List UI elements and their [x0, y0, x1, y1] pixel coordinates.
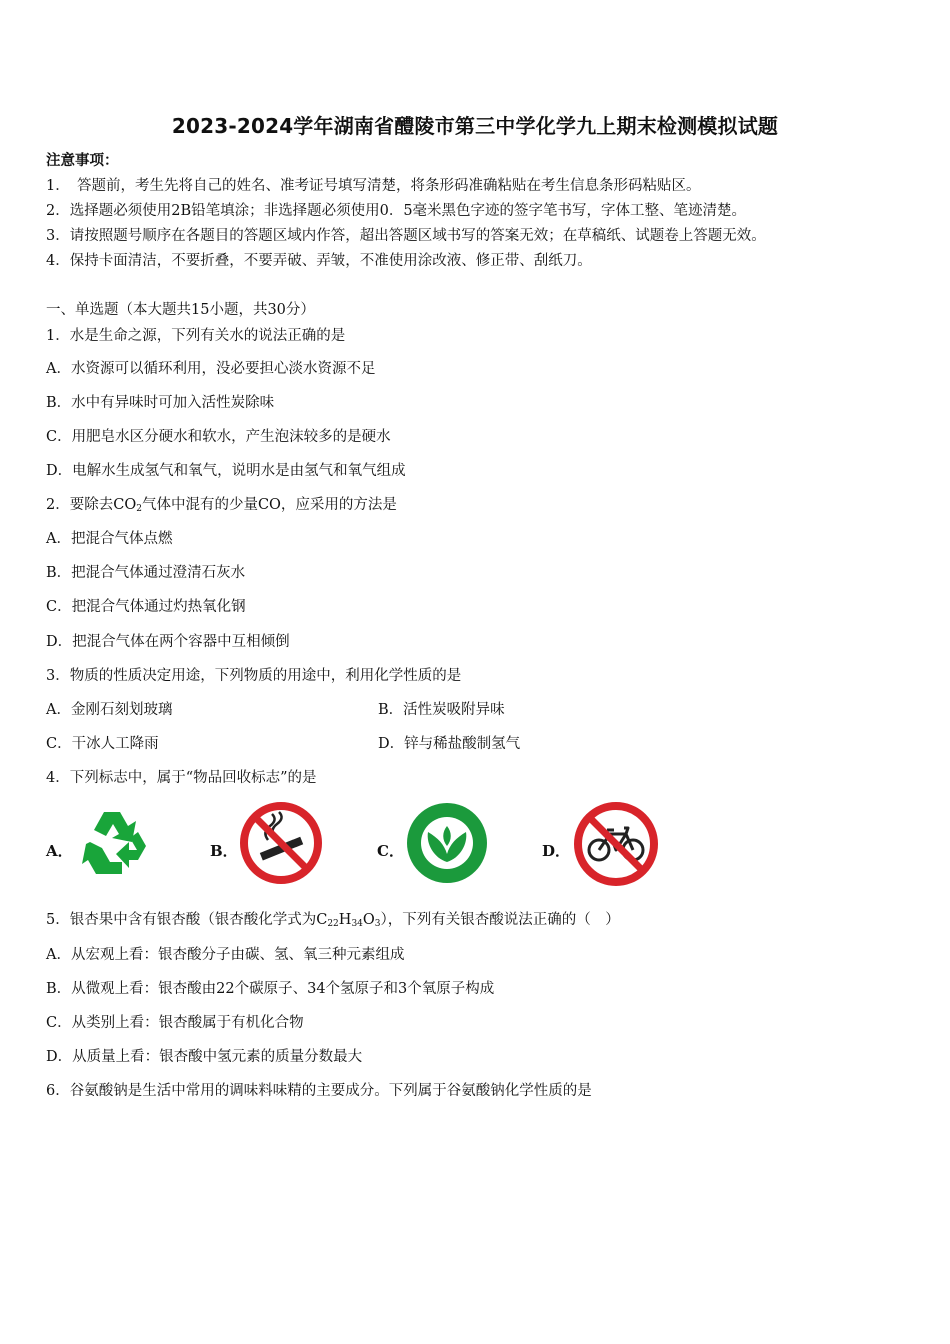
q4-stem: 4．下列标志中，属于“物品回收标志”的是 [46, 770, 317, 786]
q4-symbol-options [0, 800, 950, 900]
q1-option-c: C．用肥皂水区分硬水和软水，产生泡沫较多的是硬水 [46, 429, 391, 445]
q1-option-a: A．水资源可以循环利用，没必要担心淡水资源不足 [46, 361, 376, 377]
no-bicycle-icon [572, 800, 660, 888]
green-food-icon [404, 800, 490, 886]
q5-sub-carbon: 22 [327, 919, 339, 929]
q1-option-b: B．水中有异味时可加入活性炭除味 [46, 395, 275, 411]
q1-option-d: D．电解水生成氢气和氧气，说明水是由氢气和氧气组成 [46, 463, 406, 479]
q3-option-c: C．干冰人工降雨 [46, 736, 159, 752]
q5-option-d: D．从质量上看：银杏酸中氢元素的质量分数最大 [46, 1049, 363, 1065]
q5-option-b: B．从微观上看：银杏酸由22个碳原子、34个氢原子和3个氧原子构成 [46, 981, 495, 997]
q2-stem [46, 495, 397, 519]
q2-option-d: D．把混合气体在两个容器中互相倾倒 [46, 634, 290, 650]
q5-stem-part2: ），下列有关银杏酸说法正确的（ ） [380, 912, 620, 928]
q5-option-c: C．从类别上看：银杏酸属于有机化合物 [46, 1015, 304, 1031]
q3-option-b: B．活性炭吸附异味 [378, 702, 505, 718]
q3-option-d: D．锌与稀盐酸制氢气 [378, 736, 521, 752]
recycle-icon [76, 800, 160, 884]
q5-element-o: O [362, 912, 375, 928]
q3-option-a: A．金刚石刻划玻璃 [46, 702, 173, 718]
q2-stem-part1: 2．要除去CO [46, 497, 137, 513]
q5-sub-hydrogen: 34 [351, 919, 363, 929]
q2-option-a: A．把混合气体点燃 [46, 531, 173, 547]
notes-heading: 注意事项： [46, 152, 119, 169]
exam-title: 2023-2024学年湖南省醴陵市第三中学化学九上期末检测模拟试题 [171, 114, 779, 138]
q4-label-b: B． [210, 842, 238, 860]
section-heading: 一、单选题（本大题共15小题，共30分） [46, 302, 315, 318]
q4-label-d: D． [542, 842, 571, 860]
q2-stem-subscript: 2 [136, 504, 142, 514]
q3-stem: 3．物质的性质决定用途，下列物质的用途中，利用化学性质的是 [46, 668, 462, 684]
note-item-3: 3．请按照题号顺序在各题目的答题区域内作答，超出答题区域书写的答案无效；在草稿纸、试题卷上答题无效。 [46, 228, 766, 244]
q2-option-c: C．把混合气体通过灼热氧化钢 [46, 599, 246, 615]
q2-option-b: B．把混合气体通过澄清石灰水 [46, 565, 246, 581]
q6-stem: 6．谷氨酸钠是生活中常用的调味料味精的主要成分。下列属于谷氨酸钠化学性质的是 [46, 1083, 592, 1099]
note-item-1: 1． 答题前，考生先将自己的姓名、准考证号填写清楚，将条形码准确粘贴在考生信息条形码粘贴区。 [46, 178, 701, 194]
q2-stem-part2: 气体中混有的少量CO，应采用的方法是 [141, 497, 397, 513]
q5-option-a: A．从宏观上看：银杏酸分子由碳、氢、氧三种元素组成 [46, 947, 405, 963]
q5-sub-oxygen: 3 [374, 919, 381, 929]
q4-label-a: A． [46, 842, 73, 860]
q5-element-h: H [338, 912, 352, 928]
q4-label-c: C． [377, 842, 404, 860]
q1-stem: 1．水是生命之源，下列有关水的说法正确的是 [46, 328, 346, 344]
q5-stem-part1: 5．银杏果中含有银杏酸（银杏酸化学式为C [46, 912, 328, 928]
note-item-2: 2．选择题必须使用2B铅笔填涂；非选择题必须使用0．5毫米黑色字迹的签字笔书写，字体工整、笔迹清楚。 [46, 203, 747, 219]
note-item-4: 4．保持卡面清洁，不要折叠，不要弄破、弄皱，不准使用涂改液、修正带、刮纸刀。 [46, 253, 592, 269]
no-smoking-icon [238, 800, 324, 886]
q5-stem [46, 910, 620, 934]
